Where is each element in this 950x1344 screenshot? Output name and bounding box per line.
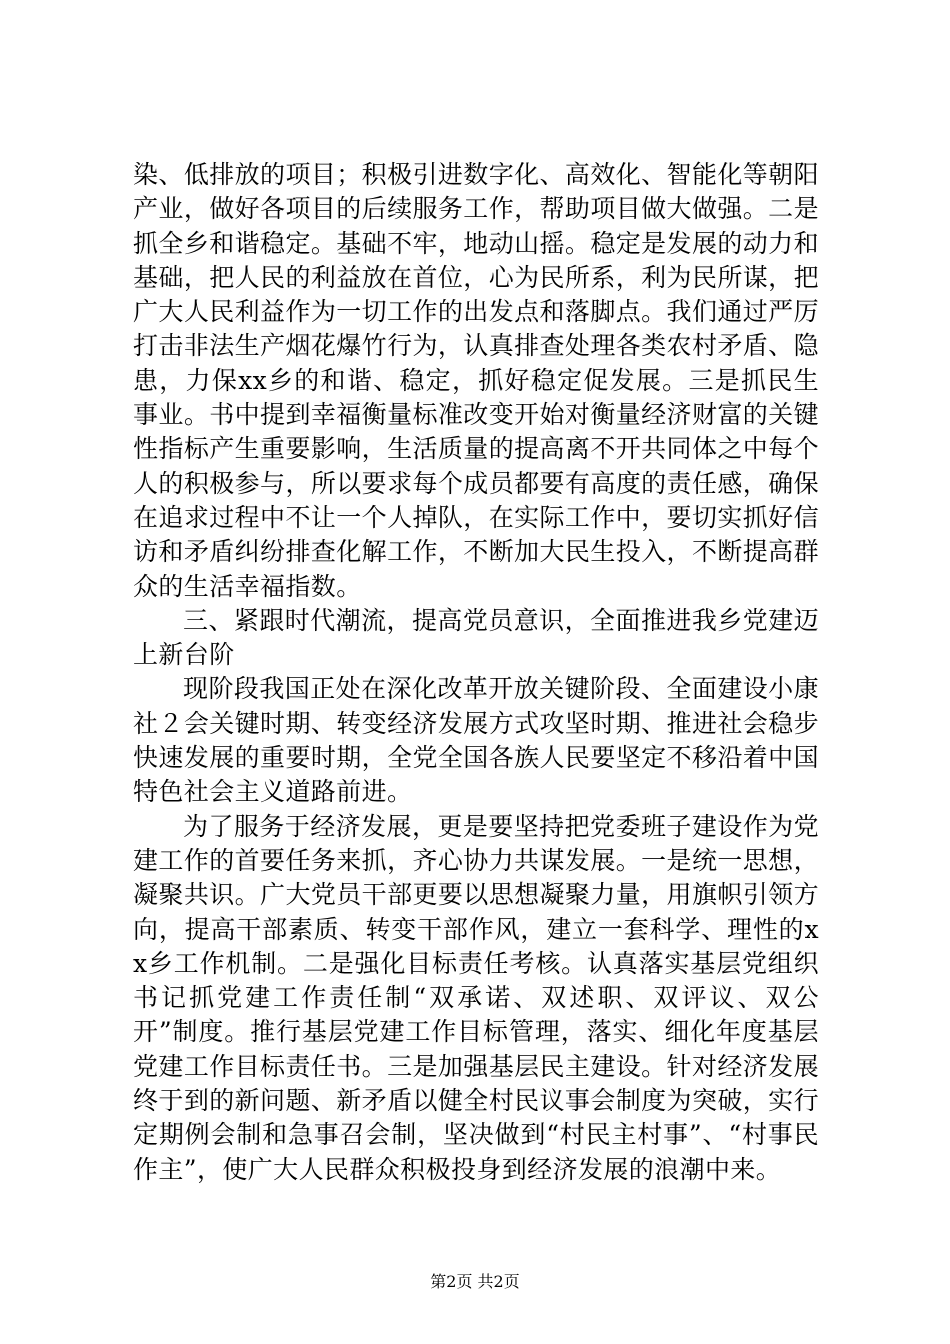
paragraph-continuation: 染、低排放的项目；积极引进数字化、高效化、智能化等朝阳产业，做好各项目的后续服务工作，帮助项目做大做强。二是抓全乡和谐稳定。基础不牢，地动山摇。稳定是发展的动力和基础，把人民的利益放在首位，心为民所系，利为民所谋，把广大人民利益作为一切工作的出发点和落脚点。我们通过严厉打击非法生产烟花爆竹行为，认真排查处理各类农村矛盾、隐患，力保xx乡的和谐、稳定，抓好稳定促发展。三是抓民生事业。书中提到幸福衡量标准改变开始对衡量经济财富的关键性指标产生重要影响，生活质量的提高离不开共同体之中每个人的积极参与，所以要求每个成员都要有高度的责任感，确保在追求过程中不让一个人掉队，在实际工作中，要切实抓好信访和矛盾纠纷排查化解工作，不断加大民生投入，不断提高群众的生活幸福指数。 xyxy=(133,160,819,601)
document-body xyxy=(133,158,819,1187)
paragraph: 现阶段我国正处在深化改革开放关键阶段、全面建设小康社２会关键时期、转变经济发展方式攻坚时期、推进社会稳步快速发展的重要时期，全党全国各族人民要坚定不移沿着中国特色社会主义道路前进。 xyxy=(133,674,819,807)
paragraph: 为了服务于经济发展，更是要坚持把党委班子建设作为党建工作的首要任务来抓，齐心协力共谋发展。一是统一思想，凝聚共识。广大党员干部更要以思想凝聚力量，用旗帜引领方向，提高干部素质、转变干部作风，建立一套科学、理性的xx乡工作机制。二是强化目标责任考核。认真落实基层党组织书记抓党建工作责任制“双承诺、双述职、双评议、双公开”制度。推行基层党建工作目标管理，落实、细化年度基层党建工作目标责任书。三是加强基层民主建设。针对经济发展终于到的新问题、新矛盾以健全村民议事会制度为突破，实行定期例会制和急事召会制，坚决做到“村民主村事”、“村事民作主”，使广大人民群众积极投身到经济发展的浪潮中来。 xyxy=(133,811,819,1184)
page-number: 第2页 共2页 xyxy=(430,1272,520,1291)
page-footer xyxy=(0,1272,950,1292)
section-heading: 三、紧跟时代潮流，提高党员意识，全面推进我乡党建迈上新台阶 xyxy=(133,605,819,670)
